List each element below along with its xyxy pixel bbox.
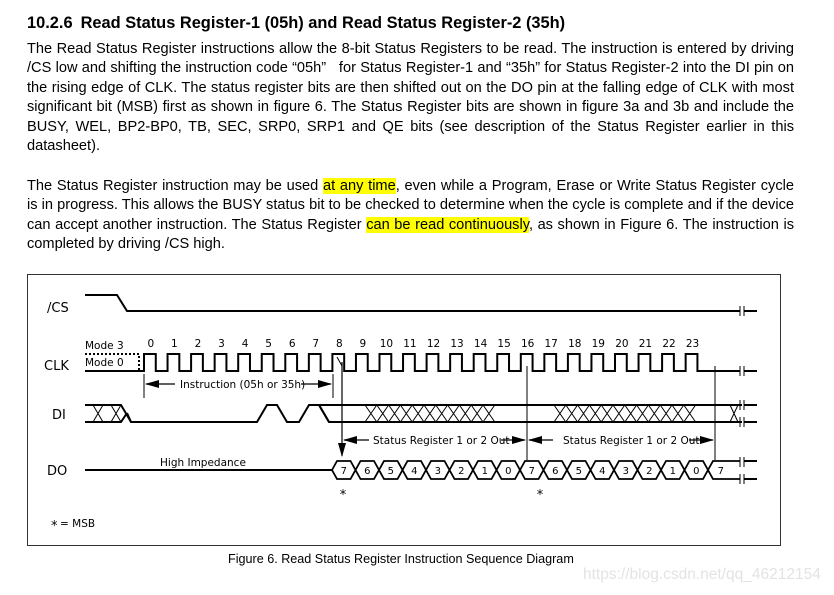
clock-number: 11 [403,338,417,350]
do-bit-label: 5 [387,466,394,477]
watermark: https://blog.csdn.net/qq_46212154 [583,566,821,583]
paragraph-2-text-3: , as shown in Figure 6. The instruction is completed by driving /CS high. [27,216,794,253]
clk7-falling-edge-tick [337,357,342,366]
paragraph-2-text-2: , even while a Program, Erase or Write Status Register cycle is in progress. This allows the BUSY status bit to be checked to determine when the cycle is complete and if the device can accept another instruction. The Status Register [27,178,794,233]
di-dont-care-mark [637,405,649,422]
di-dont-care-mark [625,405,637,422]
di-dont-care-mark [483,405,495,422]
paragraph-1: The Read Status Register instructions allow the 8-bit Status Registers to be read. The instruction is entered by driving /CS low and shifting the instruction code “05h” for Status Register-1 and “35h” for Status Register-2 into the DI pin on the rising edge of CLK. The status register bits are then shifted out on the DO pin at the falling edge of CLK with most significant bit (MSB) first as shown in figure 6. The Status Register bits are shown in figure 3a and 3b and include the BUSY, WEL, BP2-BP0, TB, SEC, SRP0, SRP1 and QE bits (see description of the Status Register earlier in this datasheet). [27,41,794,155]
paragraph-2-text-1: The Status Register instruction may be used [27,178,323,194]
cs-break-icon [740,306,757,316]
mode3-label: Mode 3 [85,340,124,352]
clock-number: 16 [521,338,535,350]
status-out-label-2: Status Register 1 or 2 Out [563,435,700,447]
do-bit-label: 3 [622,466,629,477]
di-break-icon [740,400,757,427]
di-dont-care-mark [424,405,436,422]
clock-number: 1 [171,338,178,350]
di-dont-care-mark [648,405,660,422]
clk-break-icon [740,366,757,376]
highlight-can-be-read-continuously: can be read continuously [366,216,529,233]
do-bit-sequence [332,461,740,479]
clock-number: 20 [615,338,629,350]
clock-number: 22 [662,338,676,350]
figure-caption: Figure 6. Read Status Register Instruction Sequence Diagram [228,552,574,566]
clock-number: 17 [544,338,558,350]
do-bit-label: 6 [552,466,559,477]
msb-marker-2: * [536,488,544,503]
do-bit-label: 1 [669,466,676,477]
clock-number: 23 [685,338,700,350]
di-dont-care-mark [448,405,460,422]
di-dont-care-mark [601,405,613,422]
instruction-label: Instruction (05h or 35h) [180,379,306,391]
do-bit-label: 1 [481,466,488,477]
do-bit-label: 0 [693,466,700,477]
di-dont-care-mark [412,405,424,422]
do-bit-label: 7 [717,466,724,477]
di-waveform [85,405,742,422]
do-bit-label: 0 [505,466,512,477]
di-label: DI [52,408,66,423]
di-dont-care-mark [613,405,625,422]
mode0-label: Mode 0 [85,357,124,369]
di-dont-care-mark [389,405,401,422]
cs-waveform [85,295,740,311]
do-break-icon [740,457,757,484]
high-impedance-label: High Impedance [160,457,246,469]
do-bit-label: 4 [411,466,418,477]
di-dont-care-mark [459,405,471,422]
do-bit-label: 3 [434,466,441,477]
do-bit-label: 2 [646,466,653,477]
di-dont-care-mark [684,405,696,422]
di-dont-care-mark [400,405,412,422]
clock-number: 19 [591,338,605,350]
clock-number: 9 [359,338,367,350]
di-dont-care-mark [566,405,578,422]
do-bit-label: 6 [364,466,371,477]
section-number: 10.2.6 [27,14,73,32]
di-dont-care-mark [377,405,389,422]
di-dont-care-mark [471,405,483,422]
di-dont-care-mark [578,405,590,422]
clock-number: 3 [218,338,225,350]
do-bit-cell [708,461,740,479]
section-title: Read Status Register-1 (05h) and Read Status Register-2 (35h) [80,14,566,32]
clock-number: 10 [379,338,394,350]
clk-label: CLK [44,359,69,374]
legend-star: * [51,519,58,534]
paragraph-2 [27,177,794,255]
clock-number: 12 [426,338,441,350]
clock-number: 2 [194,338,202,350]
clock-number: 5 [265,338,272,350]
clock-numbers [148,338,700,350]
do-label: DO [47,464,68,479]
clock-number: 6 [288,338,296,350]
di-dont-care-mark [660,405,672,422]
do-bit-label: 2 [458,466,465,477]
msb-marker-1: * [339,488,347,503]
highlight-at-any-time: at any time [322,178,396,194]
clock-number: 0 [147,338,155,350]
clock-number: 21 [638,338,653,350]
do-bit-label: 7 [340,466,347,477]
clock-number: 15 [497,338,511,350]
di-dont-care-mark [554,405,566,422]
do-bit-label: 7 [528,466,535,477]
clock-number: 18 [568,338,582,350]
timing-diagram [27,274,781,546]
clock-number: 14 [473,338,488,350]
di-dont-care-mark [365,405,377,422]
clock-number: 13 [450,338,464,350]
cs-label: /CS [47,301,69,316]
clock-number: 4 [241,338,249,350]
status-out-label-1: Status Register 1 or 2 Out [373,435,510,447]
di-dont-care-mark [589,405,601,422]
clock-number: 8 [335,338,343,350]
do-bit-label: 4 [599,466,606,477]
section-heading [27,14,565,33]
do-bit-label: 5 [575,466,582,477]
di-dont-care-mark [672,405,684,422]
di-dont-care-mark [436,405,448,422]
clk-waveform [85,354,740,371]
legend-msb: = MSB [60,518,96,530]
clock-number: 7 [312,338,320,350]
